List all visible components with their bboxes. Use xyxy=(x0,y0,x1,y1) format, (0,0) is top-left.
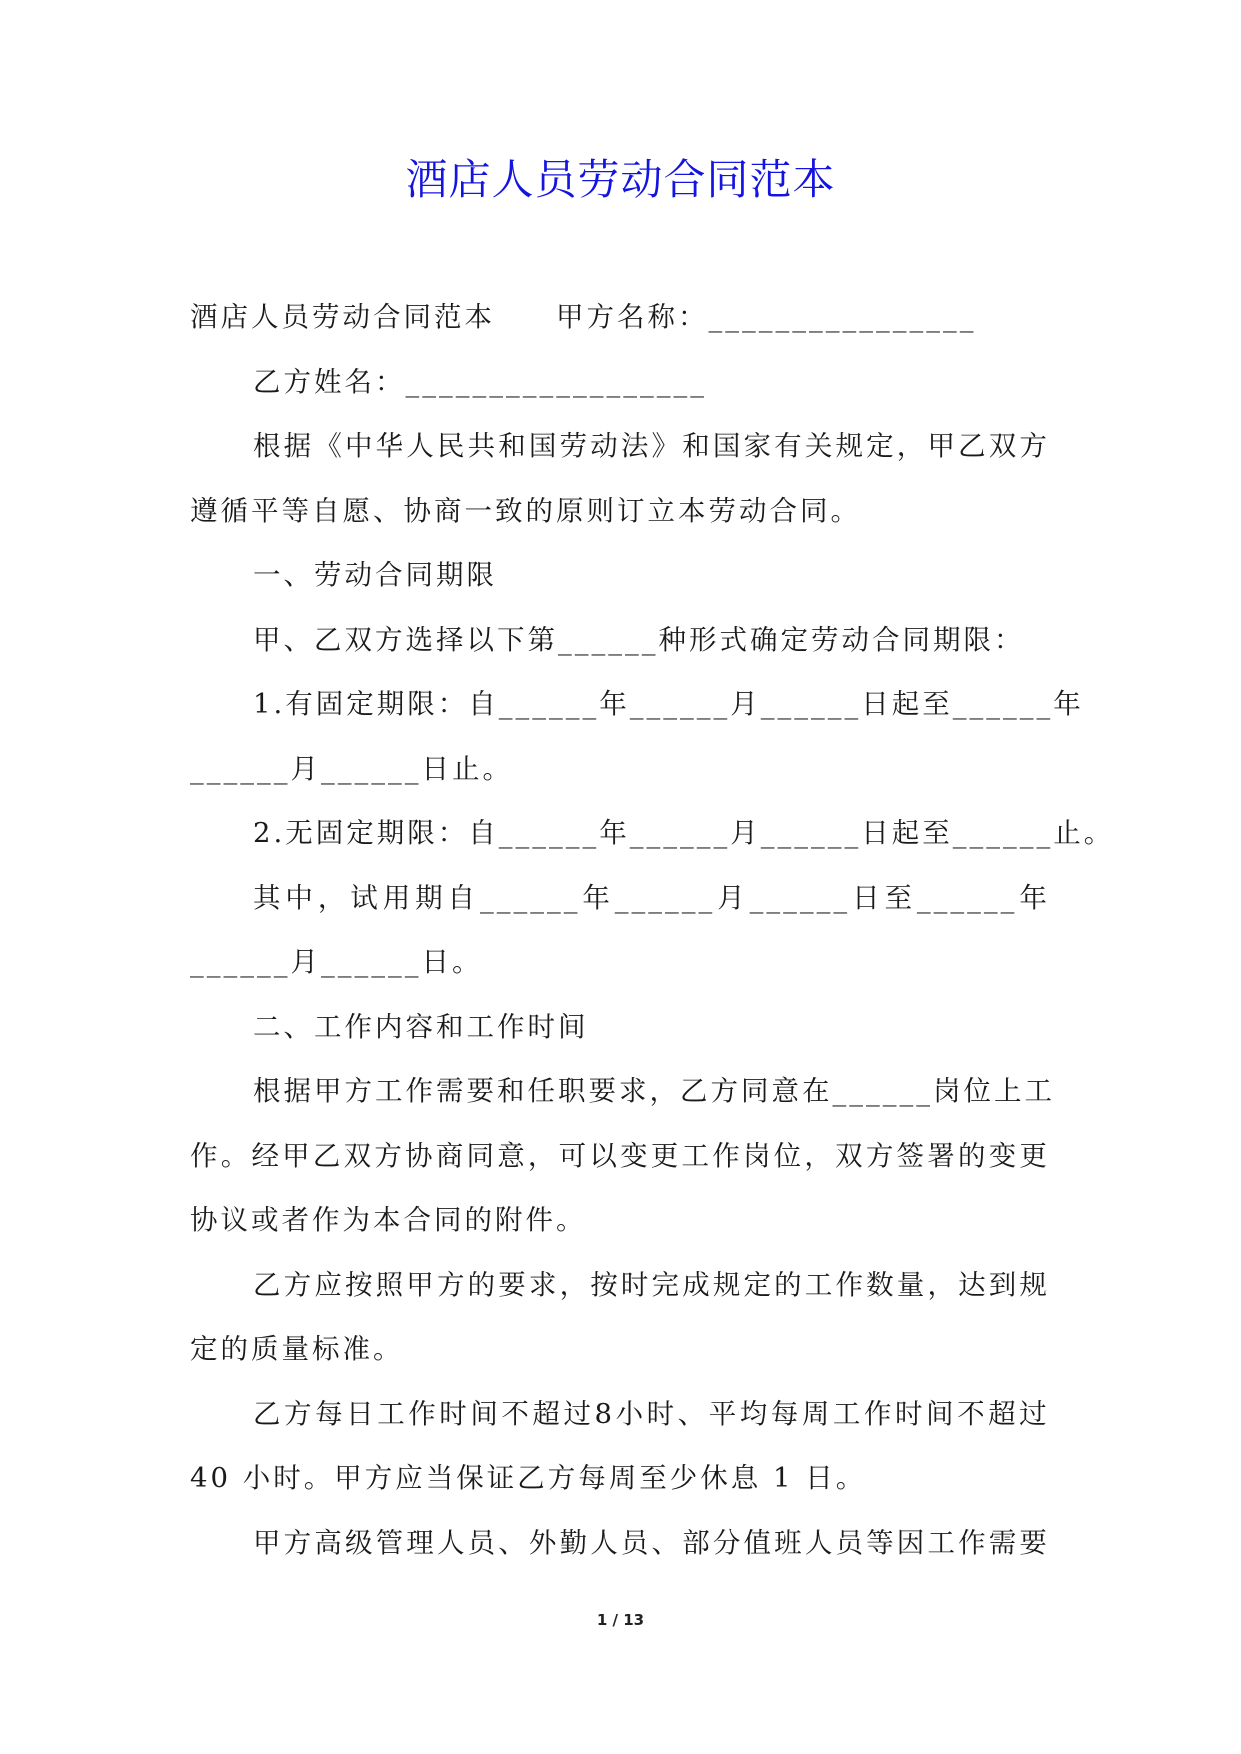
text-glyph: 签 xyxy=(896,1139,928,1172)
text-glyph: 超 xyxy=(988,1397,1019,1430)
text-glyph: 要 xyxy=(466,1075,497,1107)
text-glyph: 需 xyxy=(436,1075,467,1107)
text-glyph: 限 xyxy=(407,817,438,849)
text-glyph: 方 xyxy=(283,1268,315,1301)
text-glyph: 不 xyxy=(501,1397,532,1430)
text-glyph: 日 xyxy=(861,688,892,720)
text-glyph: 照 xyxy=(375,1268,407,1301)
text-glyph: 期 xyxy=(415,881,446,914)
text-glyph: ， xyxy=(317,881,349,914)
text-glyph: ， xyxy=(527,1139,559,1172)
text-line: 定的质量标准。 xyxy=(190,1333,404,1365)
text-glyph: 应 xyxy=(314,1268,345,1301)
text-glyph: 职 xyxy=(558,1075,589,1107)
text-glyph: 家 xyxy=(743,430,774,462)
text-glyph: 规 xyxy=(712,1268,744,1301)
text-glyph: ______ xyxy=(498,817,600,849)
text-glyph: 乙 xyxy=(312,1139,344,1172)
text-glyph: 甲 xyxy=(406,1268,437,1301)
text-glyph: 其 xyxy=(253,881,284,914)
text-glyph: 按 xyxy=(590,1268,621,1301)
text-glyph: 月 xyxy=(730,817,761,849)
text-glyph: 至 xyxy=(884,881,915,914)
text-glyph: 和 xyxy=(497,1075,528,1107)
text-glyph: 年 xyxy=(1019,881,1050,914)
text-glyph: 周 xyxy=(801,1397,833,1430)
text-glyph: 《 xyxy=(314,430,345,462)
text-glyph: 时 xyxy=(894,1397,926,1430)
text-glyph: 均 xyxy=(739,1397,771,1430)
text-glyph: 、 xyxy=(651,1526,683,1559)
text-glyph: 协 xyxy=(405,1139,436,1172)
text-glyph: 国 xyxy=(528,430,560,462)
text-glyph: 署 xyxy=(927,1139,958,1172)
text-glyph: 自 xyxy=(447,881,479,914)
text-line: 遵循平等自愿、协商一致的原则订立本劳动合同。 xyxy=(190,494,861,527)
text-glyph: 分 xyxy=(712,1526,744,1559)
text-line: 二、工作内容和工作时间 xyxy=(253,1010,589,1043)
text-glyph: 自 xyxy=(468,817,499,849)
text-glyph: ______ xyxy=(760,688,862,720)
text-glyph: 和 xyxy=(498,430,529,462)
text-line xyxy=(190,1124,1050,1189)
text-glyph: 理 xyxy=(406,1526,437,1559)
text-glyph: 双 xyxy=(835,1139,866,1172)
text-glyph: 日 xyxy=(861,817,892,849)
text-glyph: 岗 xyxy=(742,1139,774,1172)
text-glyph: 定 xyxy=(346,688,377,720)
text-glyph: ， xyxy=(804,1139,835,1172)
text-glyph: 的 xyxy=(774,1268,805,1301)
text-glyph: 期 xyxy=(376,688,408,720)
text-glyph: 日 xyxy=(346,1397,377,1430)
text-glyph: 工 xyxy=(804,1268,836,1301)
text-glyph: 止 xyxy=(1053,817,1084,849)
text-glyph: ______ xyxy=(760,817,862,849)
text-glyph: ______ xyxy=(614,881,716,914)
text-glyph: 到 xyxy=(988,1268,1020,1301)
text-line: 一、劳动合同期限 xyxy=(253,559,497,591)
text-glyph: 作 xyxy=(408,1397,439,1430)
text-glyph: 平 xyxy=(708,1397,740,1430)
text-glyph: 外 xyxy=(528,1526,560,1559)
text-glyph: 乙 xyxy=(958,430,989,462)
text-glyph: 自 xyxy=(468,688,499,720)
text-glyph: ， xyxy=(559,1268,591,1301)
text-glyph: 有 xyxy=(774,430,805,462)
text-glyph: 因 xyxy=(896,1526,928,1559)
text-glyph: 方 xyxy=(436,1268,468,1301)
text-glyph: 在 xyxy=(802,1075,833,1107)
text-glyph: ， xyxy=(927,1268,958,1301)
text-glyph: 规 xyxy=(1019,1268,1050,1301)
text-glyph: 同 xyxy=(466,1139,497,1172)
text-glyph: 固 xyxy=(315,688,347,720)
text-glyph: 以 xyxy=(589,1139,620,1172)
text-glyph: 工 xyxy=(375,1075,406,1107)
text-glyph: ______ xyxy=(916,881,1018,914)
text-glyph: 员 xyxy=(467,1526,499,1559)
text-line xyxy=(190,1511,1050,1576)
text-glyph: 上 xyxy=(994,1075,1025,1107)
text-glyph: 据 xyxy=(283,430,315,462)
text-glyph: 法 xyxy=(620,430,652,462)
text-glyph: 年 xyxy=(1053,688,1084,720)
text-glyph: 》 xyxy=(651,430,683,462)
text-glyph: 试 xyxy=(350,881,381,914)
text-glyph: 乙 xyxy=(253,1268,284,1301)
document-body xyxy=(190,285,1115,1575)
text-glyph: 需 xyxy=(988,1526,1020,1559)
text-glyph: 同 xyxy=(741,1075,772,1107)
text-glyph: 国 xyxy=(712,430,744,462)
text-glyph: ______ xyxy=(952,817,1054,849)
text-line: 协议或者作为本合同的附件。 xyxy=(190,1204,587,1236)
text-glyph: 人 xyxy=(436,1526,468,1559)
text-glyph: 完 xyxy=(651,1268,683,1301)
text-glyph: 级 xyxy=(344,1526,376,1559)
text-glyph: 时 xyxy=(620,1268,652,1301)
text-glyph: 日 xyxy=(852,881,883,914)
text-glyph: 间 xyxy=(926,1397,957,1430)
text-glyph: 时 xyxy=(646,1397,678,1430)
text-glyph: ： xyxy=(437,688,469,720)
text-line xyxy=(190,1059,1055,1124)
text-glyph: 任 xyxy=(527,1075,558,1107)
text-glyph: 用 xyxy=(382,881,414,914)
text-glyph: 年 xyxy=(582,881,613,914)
text-glyph: 的 xyxy=(467,1268,499,1301)
text-glyph: 达 xyxy=(958,1268,989,1301)
text-glyph: 定 xyxy=(346,817,377,849)
text-glyph: 成 xyxy=(682,1268,713,1301)
text-glyph: 要 xyxy=(588,1075,619,1107)
text-glyph: 变 xyxy=(620,1139,651,1172)
text-glyph: 甲 xyxy=(927,430,958,462)
text-glyph: 间 xyxy=(470,1397,501,1430)
text-glyph: 工 xyxy=(927,1526,958,1559)
text-glyph: 民 xyxy=(436,430,468,462)
text-glyph: 人 xyxy=(804,1526,836,1559)
text-glyph: 8 xyxy=(594,1397,616,1430)
text-line: ______月______日止。 xyxy=(190,752,513,785)
text-glyph: 起 xyxy=(891,817,923,849)
text-glyph: 意 xyxy=(771,1075,802,1107)
text-line: 40 小时。甲方应当保证乙方每周至少休息 1 日。 xyxy=(190,1462,867,1494)
text-glyph: 位 xyxy=(773,1139,805,1172)
text-line xyxy=(190,414,1050,479)
text-glyph: 期 xyxy=(376,817,408,849)
text-glyph: 定 xyxy=(866,430,897,462)
text-glyph: 员 xyxy=(620,1526,652,1559)
text-line xyxy=(190,1382,1050,1447)
text-glyph: 按 xyxy=(344,1268,376,1301)
text-glyph: 乙 xyxy=(680,1075,711,1107)
text-glyph: 固 xyxy=(315,817,347,849)
text-glyph: 月 xyxy=(730,688,761,720)
text-glyph: ， xyxy=(649,1075,680,1107)
text-glyph: 方 xyxy=(1019,430,1050,462)
text-glyph: 劳 xyxy=(559,430,591,462)
text-glyph: ______ xyxy=(479,881,581,914)
text-glyph: 班 xyxy=(774,1526,805,1559)
text-glyph: ， xyxy=(896,430,928,462)
text-glyph: 。 xyxy=(220,1139,252,1172)
text-glyph: 值 xyxy=(743,1526,774,1559)
text-glyph: 每 xyxy=(315,1397,346,1430)
text-glyph: 据 xyxy=(283,1075,314,1107)
text-glyph: 起 xyxy=(891,688,923,720)
text-glyph: 双 xyxy=(988,430,1020,462)
text-glyph: 、 xyxy=(677,1397,709,1430)
text-glyph: 关 xyxy=(804,430,836,462)
text-glyph: 作 xyxy=(712,1139,743,1172)
text-glyph: 定 xyxy=(743,1268,774,1301)
text-glyph: 甲 xyxy=(314,1075,345,1107)
page-number: 1 / 13 xyxy=(596,1611,645,1629)
text-line xyxy=(190,801,1115,866)
text-glyph: 方 xyxy=(283,1526,315,1559)
text-glyph: 华 xyxy=(375,430,407,462)
text-glyph: ： xyxy=(437,817,469,849)
text-glyph: 规 xyxy=(835,430,866,462)
text-glyph: 人 xyxy=(590,1526,621,1559)
text-glyph: ______ xyxy=(629,688,731,720)
text-glyph: 中 xyxy=(285,881,316,914)
text-glyph: 至 xyxy=(922,817,953,849)
text-glyph: 数 xyxy=(866,1268,897,1301)
text-glyph: 月 xyxy=(717,881,748,914)
text-glyph: ______ xyxy=(832,1075,933,1107)
text-glyph: 工 xyxy=(681,1139,712,1172)
text-glyph: 管 xyxy=(375,1526,407,1559)
text-glyph: 作 xyxy=(863,1397,895,1430)
text-glyph: 至 xyxy=(922,688,953,720)
text-line: 酒店人员劳动合同范本 甲方名称：________________ xyxy=(190,301,977,333)
text-glyph: 岗 xyxy=(933,1075,964,1107)
text-glyph: 时 xyxy=(439,1397,470,1430)
text-glyph: 方 xyxy=(374,1139,405,1172)
text-glyph: 工 xyxy=(377,1397,408,1430)
text-glyph: 限 xyxy=(407,688,438,720)
text-line xyxy=(190,866,1050,931)
text-glyph: ______ xyxy=(952,688,1054,720)
text-glyph: 、 xyxy=(498,1526,529,1559)
text-glyph: 过 xyxy=(563,1397,594,1430)
text-glyph: 。 xyxy=(1083,817,1115,849)
text-glyph: 1. xyxy=(253,688,286,720)
text-glyph: 工 xyxy=(832,1397,864,1430)
text-glyph: 求 xyxy=(619,1075,650,1107)
text-glyph: ______ xyxy=(498,688,600,720)
document-title: 酒店人员劳动合同范本 xyxy=(405,155,836,204)
text-glyph: 共 xyxy=(467,430,499,462)
text-glyph: 部 xyxy=(682,1526,713,1559)
text-glyph: 方 xyxy=(710,1075,741,1107)
text-glyph: 求 xyxy=(528,1268,560,1301)
text-glyph: 作 xyxy=(190,1139,221,1172)
text-glyph: 每 xyxy=(770,1397,802,1430)
text-glyph: 不 xyxy=(957,1397,988,1430)
text-line: 甲、乙双方选择以下第______种形式确定劳动合同期限： xyxy=(253,623,1025,656)
text-glyph: 勤 xyxy=(559,1526,591,1559)
text-glyph: 小 xyxy=(615,1397,647,1430)
text-glyph: 2. xyxy=(253,817,286,849)
text-glyph: 无 xyxy=(285,817,316,849)
text-glyph: 双 xyxy=(343,1139,375,1172)
text-glyph: 超 xyxy=(532,1397,563,1430)
text-glyph: 更 xyxy=(1019,1139,1050,1172)
text-glyph: 的 xyxy=(957,1139,989,1172)
text-glyph: 根 xyxy=(253,1075,284,1107)
text-glyph: 方 xyxy=(284,1397,315,1430)
text-line: 乙方姓名：__________________ xyxy=(253,365,707,398)
text-glyph: 意 xyxy=(497,1139,528,1172)
text-glyph: 作 xyxy=(835,1268,866,1301)
text-glyph: 作 xyxy=(405,1075,436,1107)
text-glyph: 甲 xyxy=(282,1139,313,1172)
text-glyph: 甲 xyxy=(253,1526,284,1559)
text-glyph: 量 xyxy=(896,1268,928,1301)
text-line xyxy=(190,1253,1050,1318)
text-glyph: 人 xyxy=(406,430,437,462)
text-glyph: 更 xyxy=(650,1139,682,1172)
text-glyph: 中 xyxy=(344,430,376,462)
text-glyph: 方 xyxy=(865,1139,897,1172)
text-glyph: 等 xyxy=(866,1526,897,1559)
text-glyph: 员 xyxy=(835,1526,866,1559)
text-glyph: 位 xyxy=(963,1075,994,1107)
text-glyph: 高 xyxy=(314,1526,345,1559)
text-glyph: ______ xyxy=(749,881,851,914)
text-glyph: 作 xyxy=(958,1526,989,1559)
text-glyph: 可 xyxy=(558,1139,590,1172)
text-glyph: 年 xyxy=(599,688,630,720)
text-line: ______月______日。 xyxy=(190,946,483,978)
text-glyph: 要 xyxy=(1019,1526,1050,1559)
text-glyph: 和 xyxy=(682,430,713,462)
text-glyph: 年 xyxy=(599,817,630,849)
text-glyph: ______ xyxy=(629,817,731,849)
text-glyph: 经 xyxy=(251,1139,282,1172)
text-glyph: 工 xyxy=(1024,1075,1055,1107)
text-glyph: 过 xyxy=(1019,1397,1050,1430)
text-glyph: 根 xyxy=(253,430,284,462)
text-glyph: 商 xyxy=(435,1139,467,1172)
text-glyph: 变 xyxy=(988,1139,1020,1172)
text-glyph: 要 xyxy=(498,1268,529,1301)
text-glyph: 乙 xyxy=(253,1397,284,1430)
text-glyph: 动 xyxy=(590,430,621,462)
text-glyph: 方 xyxy=(344,1075,375,1107)
text-line xyxy=(190,672,1084,737)
text-glyph: 有 xyxy=(285,688,316,720)
